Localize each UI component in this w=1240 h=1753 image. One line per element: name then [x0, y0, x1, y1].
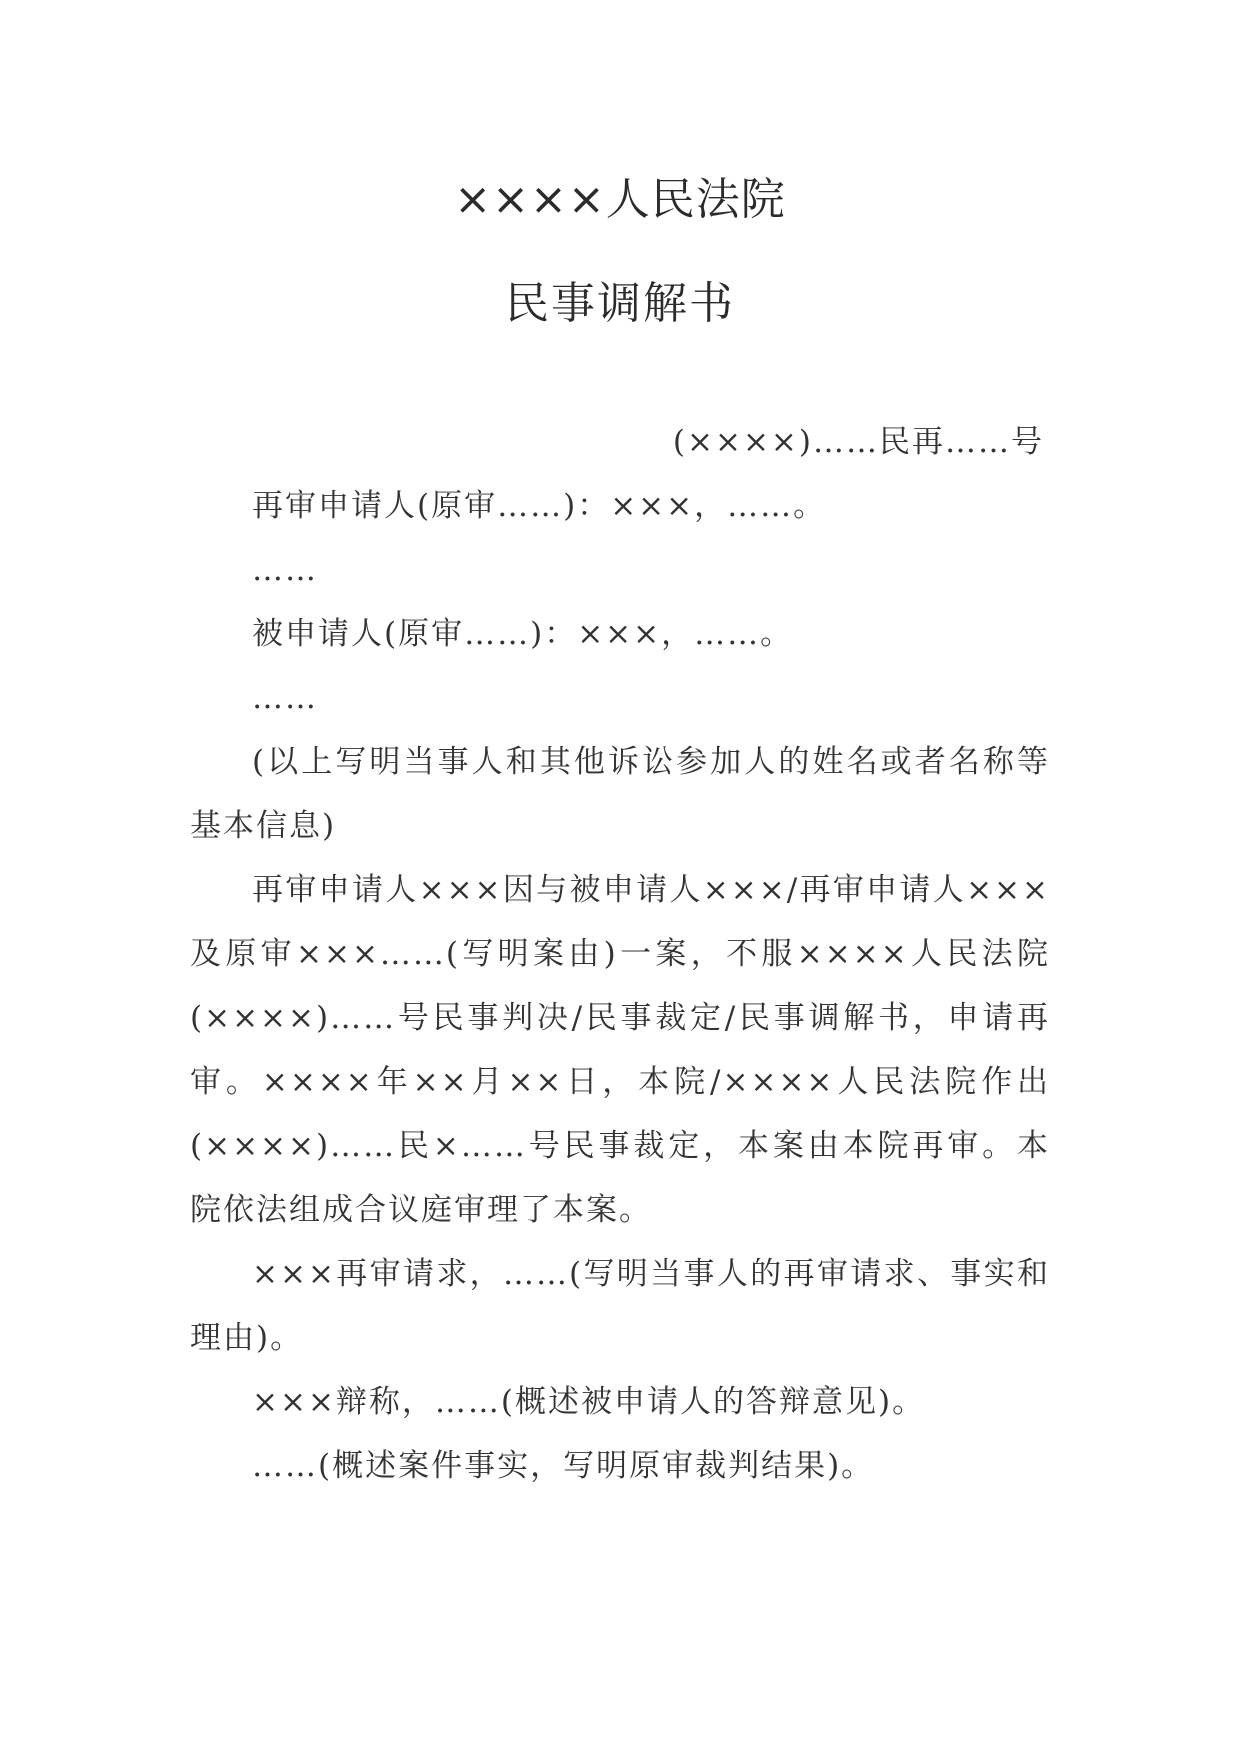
procedure-paragraph: 再审申请人×××因与被申请人×××/再审申请人×××及原审×××……(写明案由)一案，不服××××人民法院(××××)……号民事判决/民事裁定/民事调解书，申请再审。××××年××月××日，本院/××××人民法院作出(××××)……民×……号民事裁定，本案由本院再审。本院依法组成合议庭审理了本案。	[190, 872, 1050, 1228]
respondent-continuation: ……	[252, 680, 318, 716]
respondent-line: 被申请人(原审……)：×××，……。	[252, 616, 794, 652]
claim-paragraph: ×××再审请求，……(写明当事人的再审请求、事实和理由)。	[190, 1256, 1050, 1356]
parties-note: (以上写明当事人和其他诉讼参加人的姓名或者名称等基本信息)	[190, 744, 1050, 844]
document-type-heading: 民事调解书	[505, 278, 735, 329]
facts-paragraph: ……(概述案件事实，写明原审裁判结果)。	[252, 1448, 875, 1484]
court-name-heading: ××××人民法院	[454, 174, 786, 225]
applicant-line: 再审申请人(原审……)：×××，……。	[252, 488, 827, 524]
case-number: (××××)……民再……号	[672, 424, 1044, 460]
applicant-continuation: ……	[252, 552, 318, 588]
document-body	[190, 410, 1050, 1498]
defense-paragraph: ×××辩称，……(概述被申请人的答辩意见)。	[252, 1384, 926, 1420]
